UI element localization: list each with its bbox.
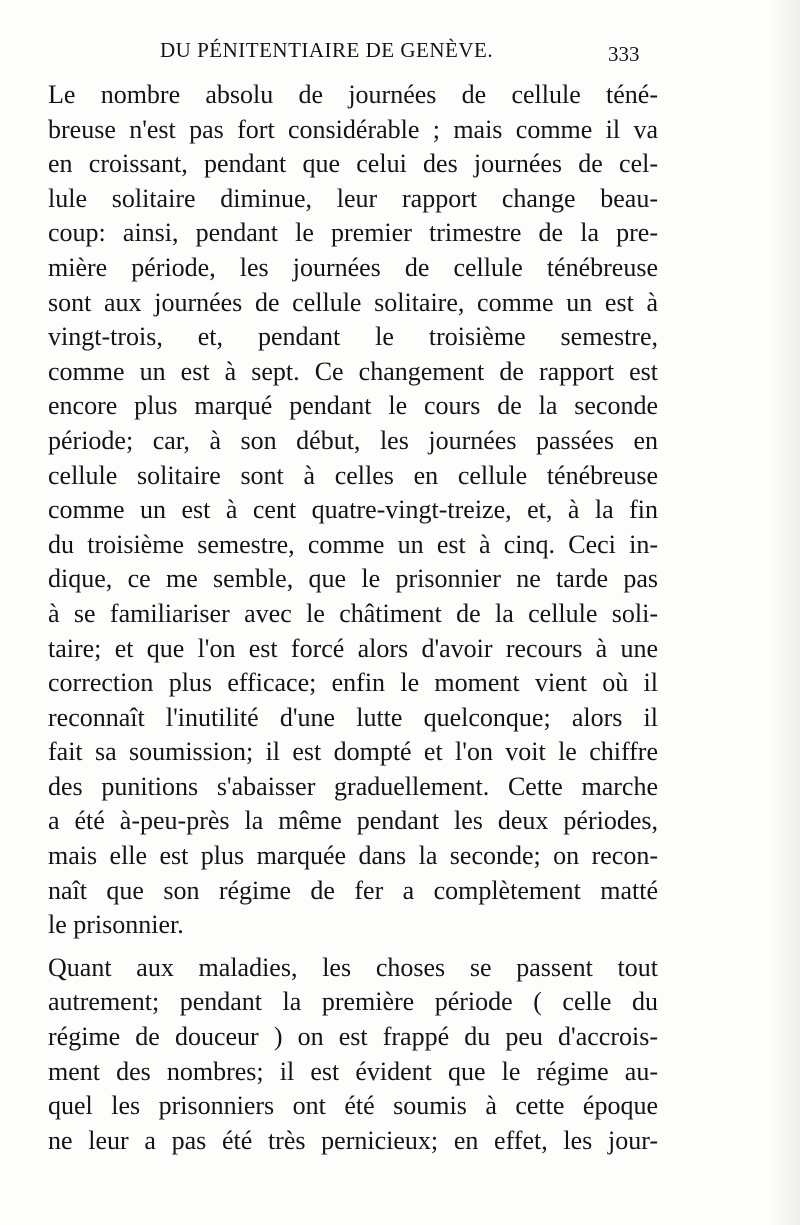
paragraph	[48, 78, 658, 943]
text-line: période; car, à son début, les journées passées en	[48, 425, 658, 455]
running-title: DU PÉNITENTIAIRE DE GENÈVE.	[160, 38, 494, 62]
text-line: correction plus efficace; enfin le moment vient où il	[48, 668, 658, 698]
paragraph-gap	[48, 943, 658, 951]
text-line: lule solitaire diminue, leur rapport change beau-	[48, 183, 658, 213]
text-line: comme un est à cent quatre-vingt-treize, et, à la fin	[48, 495, 658, 525]
text-line: Le nombre absolu de journées de cellule téné-	[48, 80, 658, 109]
text-line: dique, ce me semble, que le prisonnier ne tarde pas	[48, 564, 658, 594]
text-line: autrement; pendant la première période ( celle du	[48, 987, 658, 1017]
text-line: mière période, les journées de cellule ténébreuse	[48, 252, 658, 282]
text-line: fait sa soumission; il est dompté et l'on voit le chiffre	[48, 737, 658, 767]
text-line: le prisonnier.	[48, 910, 184, 940]
text-line: encore plus marqué pendant le cours de la seconde	[48, 391, 658, 421]
text-line: quel les prisonniers ont été soumis à cette époque	[48, 1091, 658, 1121]
text-line: sont aux journées de cellule solitaire, comme un est à	[48, 287, 658, 317]
text-line: des punitions s'abaisser graduellement. Cette marche	[48, 771, 658, 801]
text-line: du troisième semestre, comme un est à cinq. Ceci in-	[48, 529, 658, 559]
page-number: 333	[608, 42, 640, 66]
text-line: à se familiariser avec le châtiment de la cellule soli-	[48, 598, 658, 628]
text-line: taire; et que l'on est forcé alors d'avoir recours à une	[48, 633, 658, 663]
text-line: ment des nombres; il est évident que le régime au-	[48, 1056, 658, 1086]
text-line: cellule solitaire sont à celles en cellule ténébreuse	[48, 460, 658, 490]
text-line: en croissant, pendant que celui des journées de cel-	[48, 149, 658, 179]
text-line: comme un est à sept. Ce changement de rapport est	[48, 356, 658, 386]
text-line: coup: ainsi, pendant le premier trimestre de la pre-	[48, 218, 658, 248]
paragraph	[48, 951, 658, 1159]
text-line: mais elle est plus marquée dans la seconde; on recon-	[48, 841, 658, 871]
text-line: reconnaît l'inutilité d'une lutte quelconque; alors il	[48, 702, 658, 732]
text-line: vingt-trois, et, pendant le troisième semestre,	[48, 322, 658, 352]
body-text	[48, 78, 658, 1158]
page-edge-shadow	[768, 0, 800, 1225]
text-line: breuse n'est pas fort considérable ; mais comme il va	[48, 114, 658, 144]
text-line: naît que son régime de fer a complètement matté	[48, 875, 658, 905]
text-line: Quant aux maladies, les choses se passent tout	[48, 952, 658, 982]
text-line: régime de douceur ) on est frappé du peu d'accrois-	[48, 1022, 658, 1052]
text-line: ne leur a pas été très pernicieux; en effet, les jour-	[48, 1125, 658, 1155]
text-line: a été à-peu-près la même pendant les deux périodes,	[48, 806, 658, 836]
